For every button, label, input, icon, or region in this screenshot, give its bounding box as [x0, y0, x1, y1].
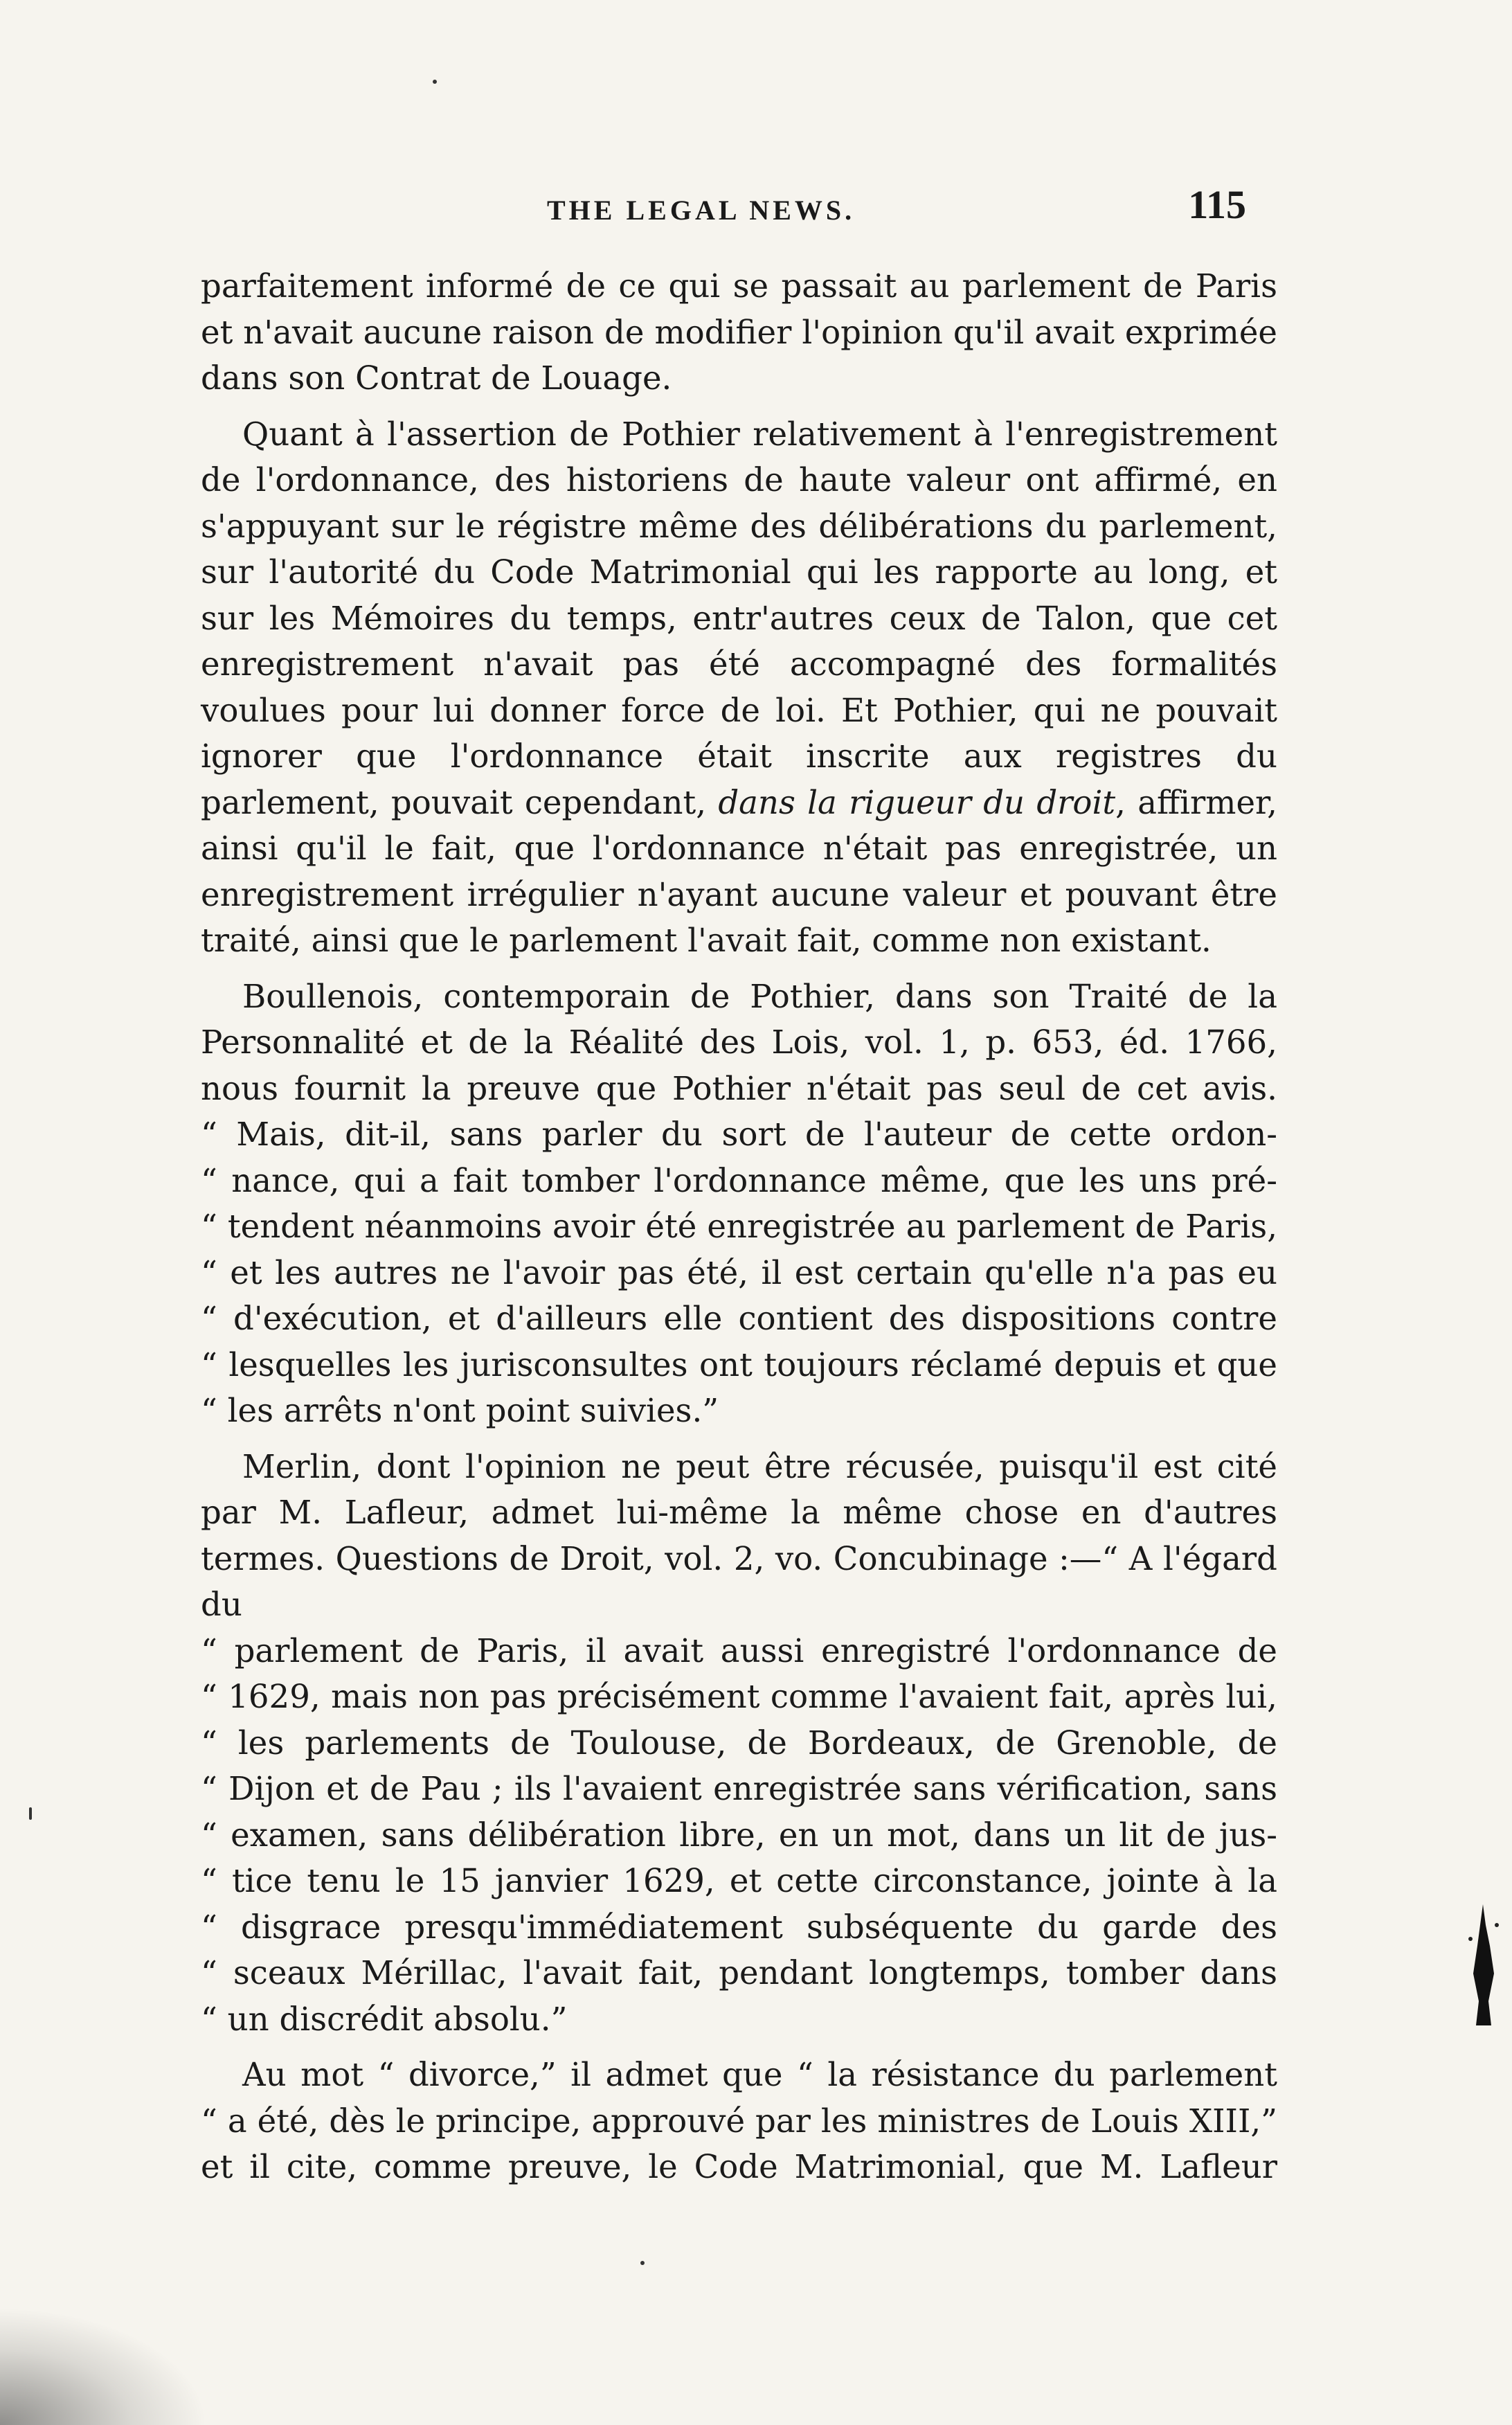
quote-line: “ tice tenu le 15 janvier 1629, et cette circonstance, jointe à la [201, 1862, 1277, 1899]
page-number: 115 [1188, 182, 1246, 227]
scan-corner-shadow [0, 2307, 208, 2425]
paragraph-5-line-2: “ a été, dès le principe, approuvé par les ministres de Louis XIII,” [201, 2102, 1277, 2140]
margin-ink-mark [1462, 1897, 1504, 2029]
running-head: THE LEGAL NEWS. [547, 195, 856, 226]
paragraph-2-text-b: , affirmer, ainsi qu'il le fait, que l'ordonnance n'était pas enregistrée, un enregistrement irrégulier n'ayant aucune valeur et pouvant être traité, ainsi que le parlement l'avait fait, comme non existant. [201, 783, 1277, 959]
paper-speck [29, 1807, 32, 1820]
quote-line: “ et les autres ne l'avoir pas été, il est certain qu'elle n'a pas eu [201, 1253, 1277, 1291]
quote-line: “ parlement de Paris, il avait aussi enregistré l'ordonnance de [201, 1631, 1277, 1670]
quote-line: “ d'exécution, et d'ailleurs elle contient des dispositions contre [201, 1300, 1277, 1337]
quote-line: “ Mais, dit-il, sans parler du sort de l'auteur de cette ordon- [201, 1116, 1277, 1153]
quote-line: “ les arrêts n'ont point suivies.” [201, 1392, 719, 1429]
quote-line: “ sceaux Mérillac, l'avait fait, pendant longtemps, tomber dans [201, 1954, 1277, 1992]
quote-line: “ tendent néanmoins avoir été enregistrée au parlement de Paris, [201, 1208, 1277, 1245]
paragraph-3 [201, 974, 1277, 1434]
paragraph-2 [201, 411, 1277, 964]
paragraph-4 [201, 1444, 1277, 2043]
body-text [201, 263, 1277, 2190]
quote-line: “ lesquelles les jurisconsultes ont toujours réclamé depuis et que [201, 1345, 1277, 1384]
paper-speck [640, 2261, 645, 2265]
paragraph-3-intro: Boullenois, contemporain de Pothier, dans son Traité de la Personnalité et de la Réalité des Lois, vol. 1, p. 653, éd. 1766, nous fournit la preuve que Pothier n'était pas seul de cet avis. [201, 977, 1277, 1107]
paper-speck [433, 80, 437, 84]
paragraph-1: parfaitement informé de ce qui se passait au parlement de Paris et n'avait aucune raison de modifier l'opinion qu'il avait exprimée dans son Contrat de Louage. [201, 267, 1277, 397]
quote-line: “ nance, qui a fait tomber l'ordonnance même, que les uns pré- [201, 1161, 1277, 1199]
paragraph-5-line-1: Au mot “ divorce,” il admet que “ la résistance du parlement [242, 2056, 1277, 2093]
quote-line: “ Dijon et de Pau ; ils l'avaient enregistrée sans vérification, sans [201, 1770, 1277, 1807]
quote-line: “ examen, sans délibération libre, en un mot, dans un lit de jus- [201, 1816, 1277, 1854]
quote-line: “ 1629, mais non pas précisément comme l'avaient fait, après lui, [201, 1678, 1277, 1715]
paragraph-5 [201, 2052, 1277, 2190]
paragraph-4-intro: Merlin, dont l'opinion ne peut être récusée, puisqu'il est cité par M. Lafleur, admet lui-même la même chose en d'autres termes. Questions de Droit, vol. 2, vo. Concubinage :—“ A l'égard du [201, 1447, 1277, 1623]
quote-line: “ disgrace presqu'immédiatement subséquente du garde des [201, 1908, 1277, 1946]
paragraph-2-italic: dans la rigueur du droit [718, 783, 1116, 821]
quote-line: “ les parlements de Toulouse, de Bordeaux, de Grenoble, de [201, 1724, 1277, 1762]
paragraph-2-text-a: Quant à l'assertion de Pothier relativement à l'enregistrement de l'ordonnance, des historiens de haute valeur ont affirmé, en s'appuyant sur le régistre même des délibérations du parlement, sur l'autorité du Code Matrimonial qui les rapporte au long, et sur les Mémoires du temps, entr'autres ceux de Talon, que cet enregistrement n'avait pas été accompagné des formalités voulues pour lui donner force de loi. Et Pothier, qui ne pouvait ignorer que l'ordonnance était inscrite aux registres du parlement, pouvait cependant, [201, 415, 1277, 821]
paragraph-5-line-3: et il cite, comme preuve, le Code Matrimonial, que M. Lafleur [201, 2148, 1277, 2185]
quote-line: “ un discrédit absolu.” [201, 2000, 568, 2038]
page-header [201, 181, 1253, 237]
